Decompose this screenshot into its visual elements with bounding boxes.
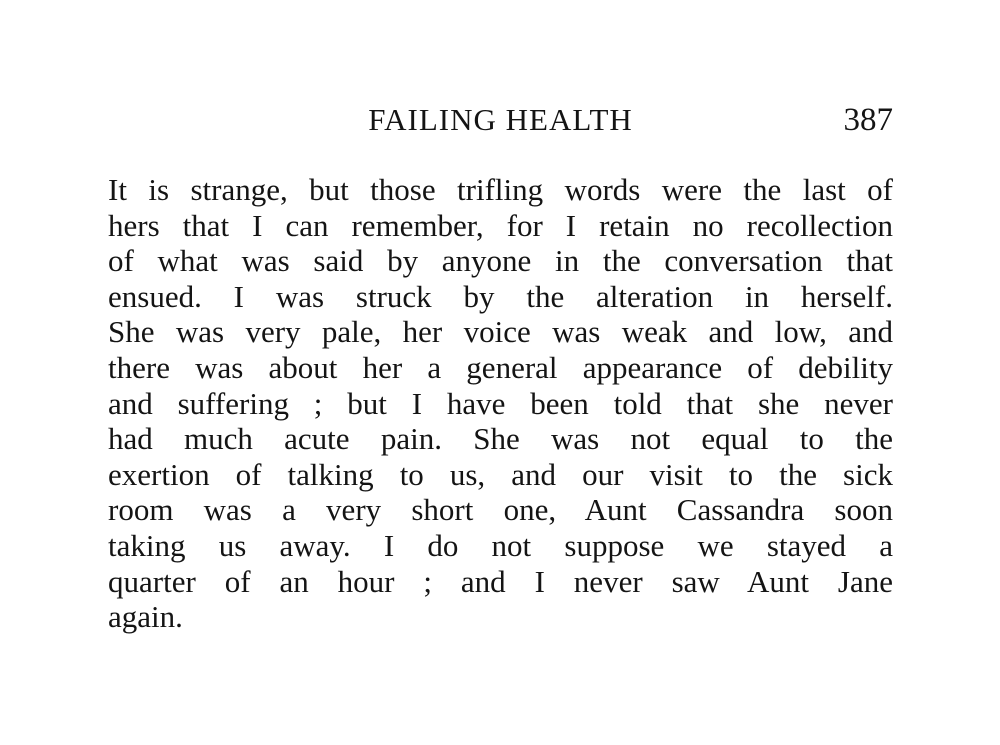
text-line-last: again. — [108, 599, 183, 635]
text-line: quarter of an hour ; and I never saw Aunt Jane — [108, 563, 893, 599]
text-line: had much acute pain. She was not equal to the — [108, 421, 893, 457]
text-line: It is strange, but those trifling words were the last of — [108, 172, 893, 207]
chapter-title: FAILING HEALTH — [368, 102, 633, 137]
text-line: and suffering ; but I have been told that she never — [108, 385, 893, 421]
page-number: 387 — [843, 102, 893, 138]
text-line: She was very pale, her voice was weak and low, and — [108, 314, 893, 350]
text-line: of what was said by anyone in the conversation that — [108, 243, 893, 279]
text-line: exertion of talking to us, and our visit to the sick — [108, 456, 893, 492]
text-line: taking us away. I do not suppose we stayed a — [108, 527, 893, 563]
text-line: there was about her a general appearance of debility — [108, 349, 893, 385]
body-paragraph — [108, 172, 893, 635]
running-head — [108, 98, 893, 142]
text-line: hers that I can remember, for I retain no recollection — [108, 207, 893, 243]
text-line: room was a very short one, Aunt Cassandra soon — [108, 492, 893, 528]
text-line: ensued. I was struck by the alteration in herself. — [108, 278, 893, 314]
